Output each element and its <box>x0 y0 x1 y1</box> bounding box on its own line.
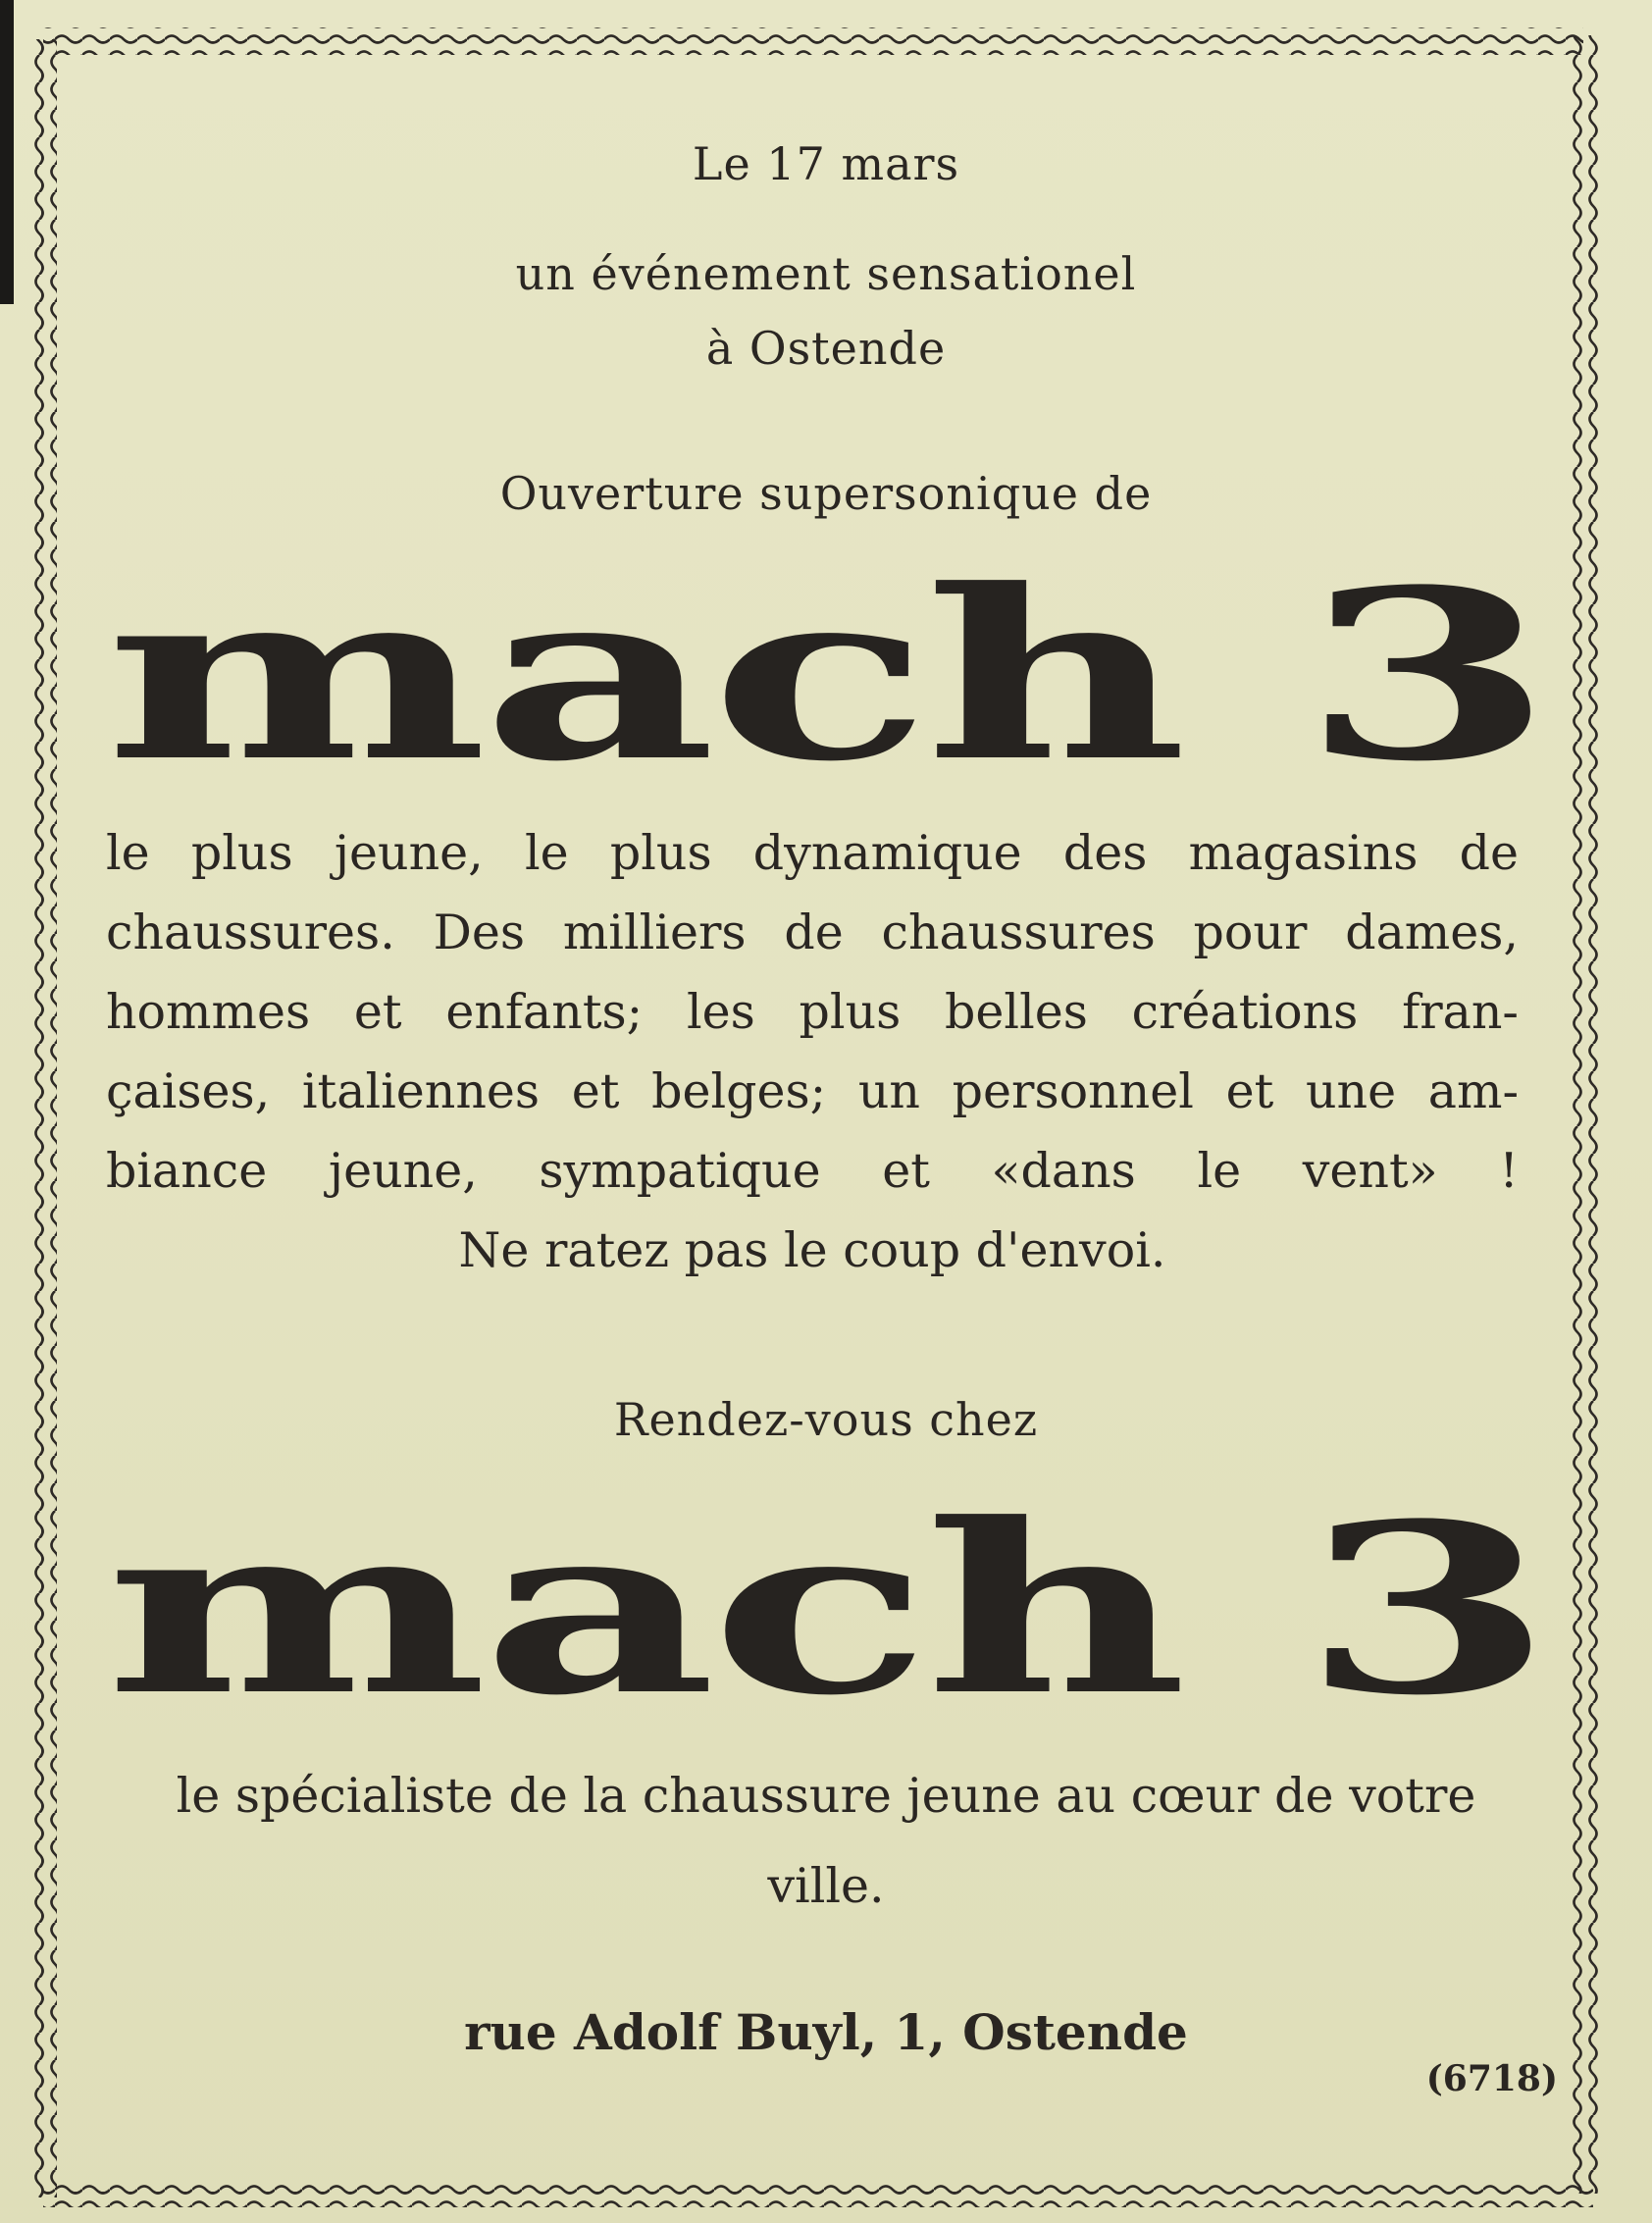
description-line-4: çaises, italiennes et belges; un personnel et une am- <box>106 1063 1519 1119</box>
brand-logo-top-text: mach 3 <box>104 540 1548 813</box>
event-line-1: un événement sensationel <box>515 247 1137 300</box>
tagline-line-2: ville. <box>767 1858 885 1914</box>
brand-logo-bottom-text: mach 3 <box>104 1473 1548 1747</box>
description-line-5: biance jeune, sympatique et «dans le vent» ! <box>106 1143 1519 1199</box>
brand-logo-bottom <box>0 1473 1652 1747</box>
store-address: rue Adolf Buyl, 1, Ostende <box>464 2003 1188 2061</box>
ad-reference-number: (6718) <box>1425 2058 1558 2099</box>
rendezvous-line: Rendez-vous chez <box>613 1393 1039 1446</box>
brand-logo-top <box>0 540 1652 813</box>
description-line-2: chaussures. Des milliers de chaussures pour dames, <box>106 905 1519 960</box>
description-line-6: Ne ratez pas le coup d'envoi. <box>458 1222 1166 1278</box>
event-line-2: à Ostende <box>705 322 947 375</box>
description-line-1: le plus jeune, le plus dynamique des magasins de <box>106 825 1519 881</box>
date-line: Le 17 mars <box>692 137 960 190</box>
description-paragraph <box>106 813 1519 1290</box>
opening-line: Ouverture supersonique de <box>499 467 1153 520</box>
tagline-line-1: le spécialiste de la chaussure jeune au cœur de votre <box>176 1768 1476 1824</box>
description-line-3: hommes et enfants; les plus belles créations fran- <box>106 984 1519 1040</box>
